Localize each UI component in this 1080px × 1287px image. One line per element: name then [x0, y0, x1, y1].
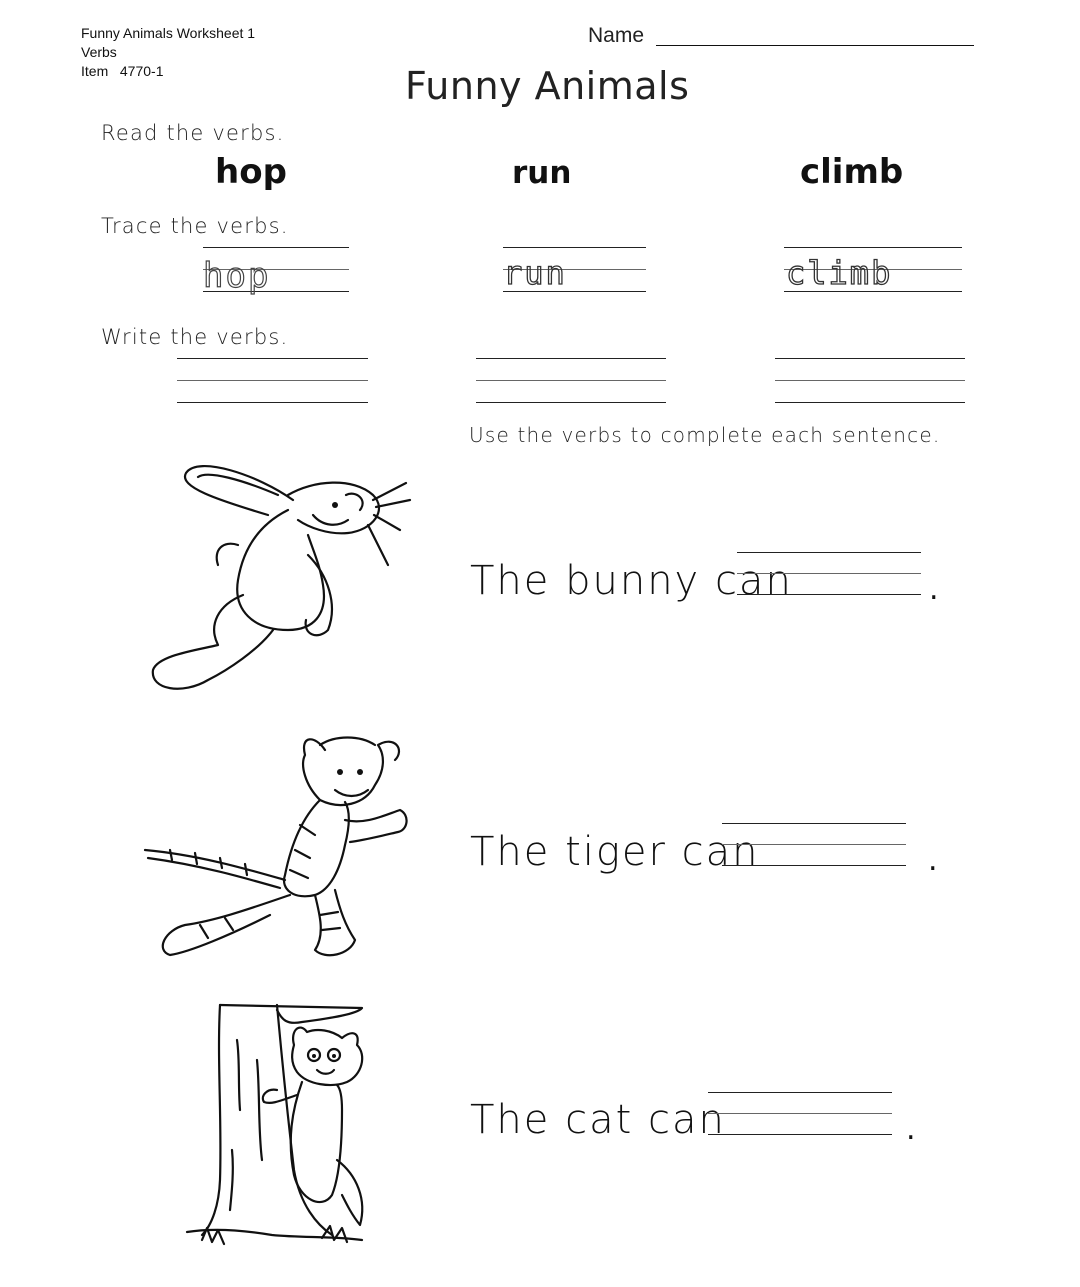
trace-lines-climb[interactable] — [784, 247, 962, 293]
answer-lines-tiger[interactable] — [722, 823, 906, 867]
verb-climb: climb — [800, 152, 904, 192]
instruction-write: Write the verbs. — [101, 325, 289, 349]
header-title: Funny Animals Worksheet 1 — [81, 25, 256, 41]
sentence-tiger-period: . — [928, 843, 938, 878]
trace-lines-run[interactable] — [503, 247, 646, 293]
name-label: Name — [588, 24, 645, 47]
worksheet-header — [81, 24, 255, 81]
trace-word-run: run — [503, 254, 567, 292]
write-lines-3[interactable] — [775, 358, 965, 404]
header-item-number: Item 4770-1 — [81, 63, 164, 79]
sentence-cat-period: . — [906, 1112, 916, 1147]
verb-run: run — [512, 155, 572, 191]
sentence-cat: The cat can — [470, 1097, 726, 1143]
trace-word-hop: hop — [203, 256, 271, 296]
instruction-read: Read the verbs. — [101, 121, 285, 145]
header-subject: Verbs — [81, 44, 117, 60]
verb-hop: hop — [215, 152, 287, 192]
trace-lines-hop[interactable] — [203, 247, 349, 296]
page-title: Funny Animals — [405, 64, 690, 108]
instruction-use: Use the verbs to complete each sentence. — [469, 423, 941, 447]
name-field[interactable] — [656, 45, 974, 46]
sentence-tiger: The tiger can — [470, 829, 760, 875]
bunny-hopping-icon — [138, 455, 418, 700]
answer-lines-cat[interactable] — [708, 1092, 892, 1136]
instruction-trace: Trace the verbs. — [101, 214, 289, 238]
tiger-running-icon — [140, 730, 415, 962]
sentence-bunny: The bunny can — [470, 558, 793, 604]
cat-climbing-tree-icon — [182, 1000, 407, 1255]
answer-lines-bunny[interactable] — [737, 552, 921, 596]
write-lines-2[interactable] — [476, 358, 666, 404]
trace-word-climb: climb — [786, 254, 893, 292]
write-lines-1[interactable] — [177, 358, 368, 404]
sentence-bunny-period: . — [929, 572, 939, 607]
